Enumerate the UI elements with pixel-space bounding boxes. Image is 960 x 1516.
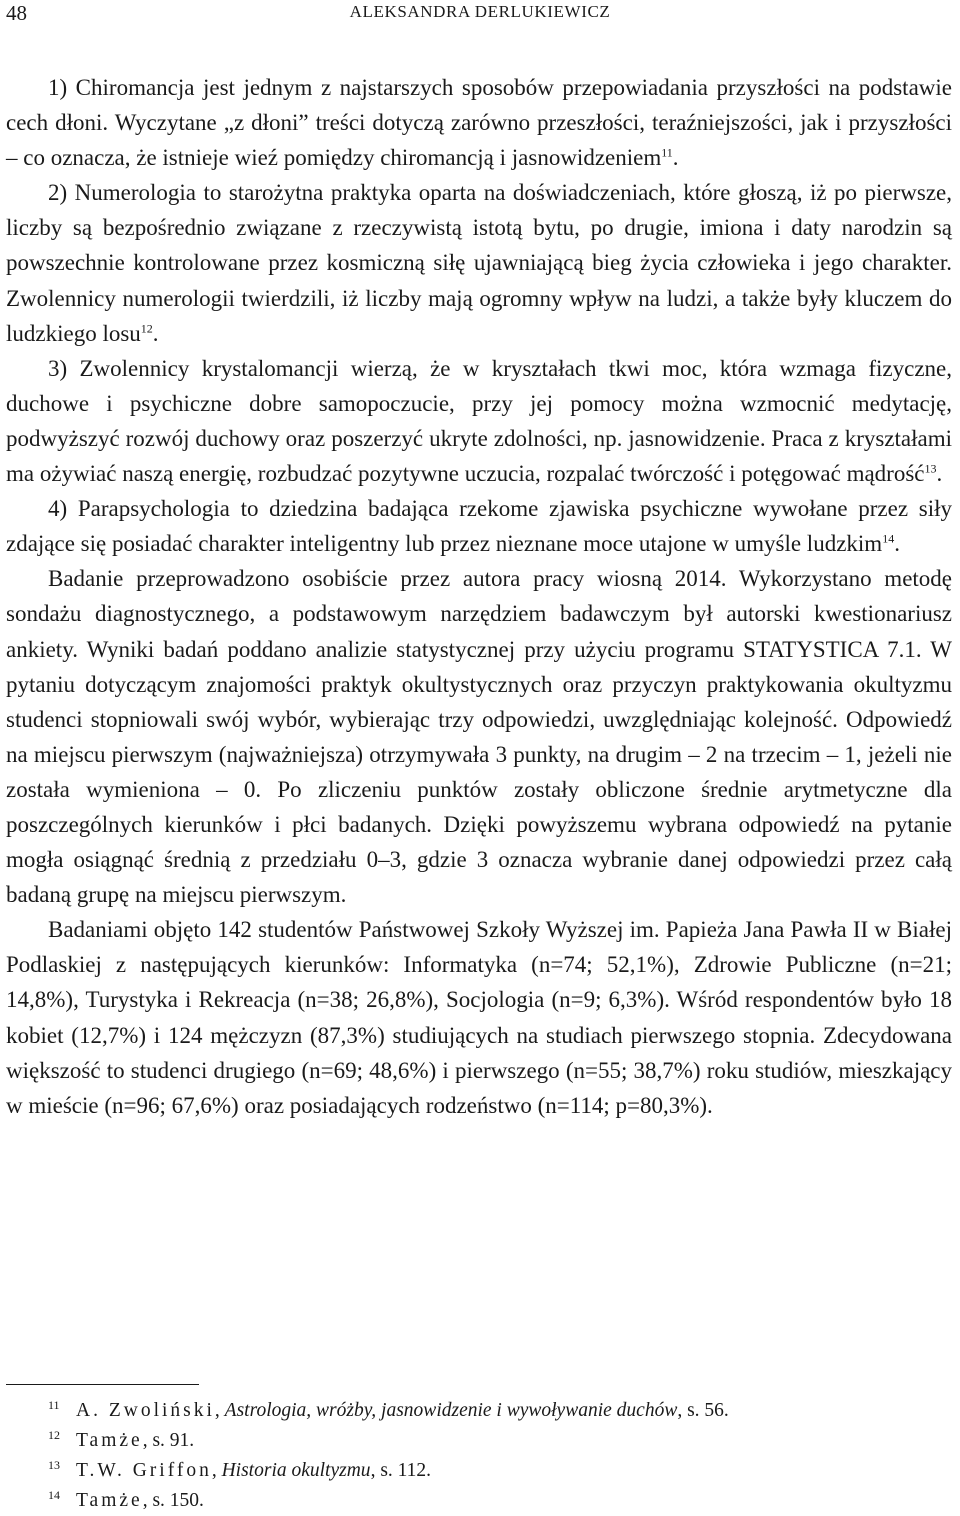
footnote-page: , s. 112. — [370, 1460, 432, 1481]
footnote-text — [76, 1396, 729, 1426]
footnote-number: 14 — [48, 1488, 60, 1502]
paragraph-text: 4) Parapsychologia to dziedzina badająca rzekome zjawiska psychiczne wywołane przez siły zdające się posiadać charakter inteligentny lub przez nieznane moce utajone w umyśle ludzkim — [6, 496, 952, 557]
footnote-separator — [6, 1384, 199, 1385]
footnote-text — [76, 1426, 194, 1456]
paragraph-text: 3) Zwolennicy krystalomancji wierzą, że w kryształach tkwi moc, która wzmaga fizyczne, duchowe i psychiczne dobre samopoczucie, przy jej pomocy można wzmocnić medytację, podwyższyć rozwój duchowy oraz poszerzyć ukryte zdolności, np. jasnowidzenie. Praca z kryształami ma ożywiać naszą energię, rozbudzać pozytywne uczucia, rozpalać twórczość i potęgować mądrość — [6, 355, 952, 487]
paragraph-parapsychology — [6, 491, 952, 561]
footnote-item — [0, 1456, 960, 1486]
footnote-text — [76, 1486, 204, 1516]
footnote-number: 13 — [48, 1458, 60, 1472]
paragraph-numerology — [6, 175, 952, 350]
footnote-separator-text: , — [214, 1400, 225, 1421]
footnote-ref[interactable]: 12 — [140, 321, 153, 335]
paragraph-chiromancy — [6, 70, 952, 175]
footnote-ref[interactable]: 11 — [661, 145, 673, 160]
footnote-item — [0, 1396, 960, 1426]
paragraph-end: . — [936, 461, 943, 487]
footnote-page: , s. 150. — [142, 1490, 204, 1511]
paragraph-text: Badaniami objęto 142 studentów Państwowej Szkoły Wyższej im. Papieża Jana Pawła II w Białej Podlaskiej z następujących kierunków: Informatyka (n=74; 52,1%), Zdrowie Publiczne (n=21; 14,8%), Turystyka i Rekreacja (n=38; 26,8%), Socjologia (n=9; 6,3%). Wśród respondentów było 18 kobiet (12,7%) i 124 mężczyzn (87,3%) studiujących na studiach pierwszego stopnia. Zdecydowana większość to studenci drugiego (n=69; 48,6%) i pierwszego (n=55; 38,7%) roku studiów, mieszkający w mieście (n=96; 67,6%) oraz posiadających rodzeństwo (n=114; p=80,3%). — [6, 917, 952, 1118]
page-header — [0, 0, 960, 34]
footnote-title: Astrologia, wróżby, jasnowidzenie i wywoływanie duchów — [224, 1400, 678, 1421]
paragraph-end: . — [152, 320, 159, 346]
running-head: ALEKSANDRA DERLUKIEWICZ — [349, 2, 611, 21]
footnote-page: , s. 91. — [142, 1430, 195, 1451]
footnote-ref[interactable]: 13 — [924, 461, 937, 476]
body-text — [6, 70, 952, 1123]
footnote-title: Historia okultyzmu — [221, 1460, 371, 1481]
footnote-item — [0, 1426, 960, 1456]
footnote-item — [0, 1486, 960, 1516]
footnote-page: , s. 56. — [677, 1400, 729, 1421]
paragraph-crystallomancy — [6, 351, 952, 491]
paragraph-sample — [6, 912, 952, 1123]
footnote-author: T.W. Griffon — [76, 1460, 212, 1481]
footnote-number: 11 — [48, 1398, 60, 1412]
page-number: 48 — [6, 1, 27, 25]
paragraph-text: 2) Numerologia to starożytna praktyka oparta na doświadczeniach, które głoszą, iż po pierwsze, liczby są bezpośrednio związane z rzeczywistą istotą bytu, po drugie, imiona i daty narodzin są powszechnie kontrolowane przez kosmiczną siłę ujawniającą bieg życia człowieka i jego charakter. Zwolennicy numerologii twierdzili, iż liczby mają ogromny wpływ na ludzi, a także były kluczem do ludzkiego losu — [6, 180, 952, 346]
footnote-number: 12 — [48, 1428, 60, 1442]
footnote-author: Tamże — [76, 1430, 143, 1451]
paragraph-end: . — [672, 145, 679, 171]
paragraph-methodology — [6, 561, 952, 912]
paragraph-end: . — [894, 531, 900, 557]
paragraph-text: Badanie przeprowadzono osobiście przez autora pracy wiosną 2014. Wykorzystano metodę sondażu diagnostycznego, a podstawowym narzędziem badawczym był autorski kwestionariusz ankiety. Wyniki badań poddano analizie statystycznej przy użyciu programu STATYSTICA 7.1. W pytaniu dotyczącym znajomości praktyk okultystycznych oraz przyczyn praktykowania okultyzmu studenci stopniowali swój wybór, wybierając trzy odpowiedzi, uwzględniając kolejność. Odpowiedź na miejscu pierwszym (najważniejsza) otrzymywała 3 punkty, na drugim – 2 na trzecim – 1, jeżeli nie została wymieniona – 0. Po zliczeniu punktów zostały obliczone średnie arytmetyczne dla poszczególnych kierunków i płci badanych. Dzięki powyższemu wybrana odpowiedź na pytanie mogła osiągnąć średnią z przedziału 0–3, gdzie 3 oznacza wybranie danej odpowiedzi przez całą badaną grupę na miejscu pierwszym. — [6, 566, 952, 908]
paragraph-text: 1) Chiromancja jest jednym z najstarszych sposobów przepowiadania przyszłości na podstawie cech dłoni. Wyczytane „z dłoni” treści dotyczą zarówno przeszłości, teraźniejszości, jak i przyszłości – co oznacza, że istnieje wieź pomiędzy chiromancją i jasnowidzeniem — [6, 75, 952, 171]
footnotes — [0, 1396, 960, 1516]
footnote-text — [76, 1456, 431, 1486]
footnote-separator-text: , — [211, 1460, 222, 1481]
footnote-ref[interactable]: 14 — [882, 531, 895, 546]
footnote-author: A. Zwoliński — [76, 1400, 215, 1421]
footnote-author: Tamże — [76, 1490, 143, 1511]
